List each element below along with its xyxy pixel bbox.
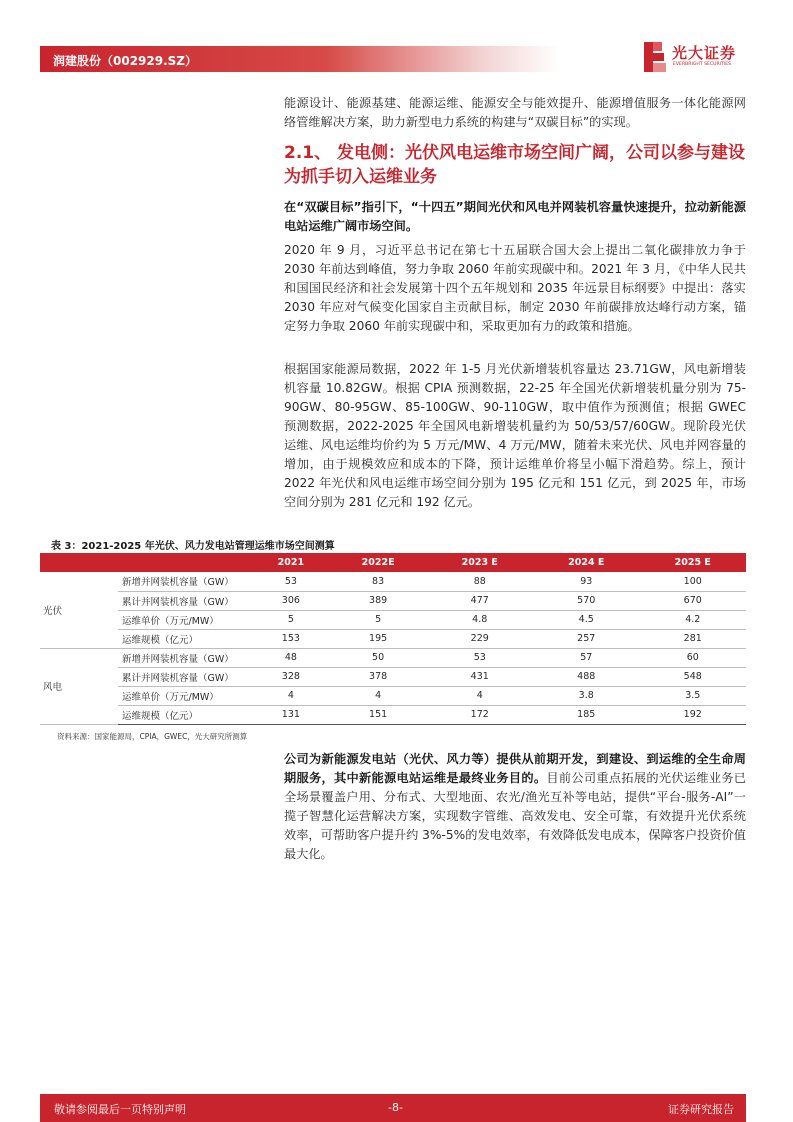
table-cell: 50: [330, 648, 427, 667]
table-cell: 53: [252, 572, 330, 591]
table-row: [40, 610, 746, 629]
table-cell: 4: [426, 686, 533, 705]
table-header-cell: 2023 E: [426, 553, 533, 572]
service-paragraph: [284, 750, 746, 864]
brand-logo: [644, 40, 754, 72]
table-header-cell: 2024 E: [533, 553, 640, 572]
table-cell: 229: [426, 629, 533, 648]
table-row: [40, 667, 746, 686]
table-cell: 83: [330, 572, 427, 591]
lead-bold-text: 在“双碳目标”指引下，“十四五”期间光伏和风电并网装机容量快速提升，拉动新能源电站运维广阔市场空间。: [284, 200, 746, 233]
table-cell: 100: [639, 572, 746, 591]
policy-paragraph: 2020 年 9 月，习近平总书记在第七十五届联合国大会上提出二氧化碳排放力争于 2030 年前达到峰值，努力争取 2060 年前实现碳中和。2021 年 3 月，《中华人民共和国国民经济和社会发展第十四个五年规划和 2035 年远景目标纲要》中提出：落实 2030 年应对气候变化国家自主贡献目标，制定 2030 年前碳排放达峰行动方案，锚定努力争取 2060 年前实现碳中和，采取更加有力的政策和措施。: [284, 243, 746, 333]
table-header-cell: 2022E: [330, 553, 427, 572]
table-header-cell: [118, 553, 252, 572]
group-label-pv: 光伏: [40, 572, 118, 648]
table-header-row: [40, 553, 746, 572]
section-title: 2.1、 发电侧：光伏风电运维市场空间广阔，公司以参与建设为抓手切入运维业务: [284, 143, 746, 187]
table-caption: 表 3：2021-2025 年光伏、风力发电站管理运维市场空间测算: [51, 541, 335, 552]
table-cell: 257: [533, 629, 640, 648]
table-cell: 3.5: [639, 686, 746, 705]
footer-disclaimer-link[interactable]: 敬请参阅最后一页特别声明: [54, 1103, 186, 1116]
metric-label: 新增并网装机容量（GW）: [118, 648, 252, 667]
table-cell: 195: [330, 629, 427, 648]
table-cell: 131: [252, 705, 330, 724]
table-cell: 192: [639, 705, 746, 724]
table-cell: 306: [252, 591, 330, 610]
table-cell: 53: [426, 648, 533, 667]
table-cell: 4.8: [426, 610, 533, 629]
service-body-text: 目前公司重点拓展的光伏运维业务已全场景覆盖户用、分布式、大型地面、农光/渔光互补等电站，提供“平台-服务-AI”一揽子智慧化运营解决方案，实现数字管维、高效发电、安全可靠，有效提升光伏系统效率，可帮助客户提升约 3%-5%的发电效率，有效降低发电成本，保障客户投资价值最大化。: [284, 771, 746, 861]
table-cell: 281: [639, 629, 746, 648]
table-cell: 5: [330, 610, 427, 629]
metric-label: 运维单价（万元/MW）: [118, 686, 252, 705]
table-row: [40, 572, 746, 591]
table-header-cell: 2025 E: [639, 553, 746, 572]
table-source: 资料来源：国家能源局，CPIA，GWEC，光大研究所测算: [57, 732, 248, 741]
table-cell: 328: [252, 667, 330, 686]
table-header-cell: [40, 553, 118, 572]
service-bold-text: 公司为新能源发电站（光伏、风力等）提供从前期开发，到建设、到运维的全生命周期服务，其中新能源电站运维是最终业务目的。: [284, 752, 746, 785]
table-cell: 4.2: [639, 610, 746, 629]
table-cell: 60: [639, 648, 746, 667]
market-paragraph: 根据国家能源局数据，2022 年 1-5 月光伏新增装机容量达 23.71GW，风电新增装机容量 10.82GW。根据 CPIA 预测数据，22-25 年全国光伏新增装机量分别为 75-90GW、80-95GW、85-100GW、90-110GW，取中值作为预测值；根据 GWEC 预测数据，2022-2025 年全国风电新增装机量约为 50/53/57/60GW。现阶段光伏运维、风电运维均价约为 5 万元/MW、4 万元/MW，随着未来光伏、风电并网容量的增加，由于规模效应和成本的下降，预计运维单价将呈小幅下滑趋势。综上，预计 2022 年光伏和风电运维市场空间分别为 195 亿元和 151 亿元，到 2025 年，市场空间分别为 281 亿元和 192 亿元。: [284, 362, 746, 509]
table-cell: 548: [639, 667, 746, 686]
table-cell: 88: [426, 572, 533, 591]
table-row: [40, 591, 746, 610]
table-cell: 151: [330, 705, 427, 724]
table-cell: 378: [330, 667, 427, 686]
intro-paragraph: 能源设计、能源基建、能源运维、能源安全与能效提升、能源增值服务一体化能源网络管维解决方案，助力新型电力系统的构建与“双碳目标”的实现。: [284, 96, 746, 129]
table-cell: 570: [533, 591, 640, 610]
table-cell: 57: [533, 648, 640, 667]
table-cell: 3.8: [533, 686, 640, 705]
table-row: [40, 686, 746, 705]
table-cell: 93: [533, 572, 640, 591]
table-cell: 4.5: [533, 610, 640, 629]
table-cell: 4: [330, 686, 427, 705]
everbright-logo-icon: [644, 42, 666, 72]
brand-name-cn: 光大证券: [672, 44, 737, 62]
table-cell: 477: [426, 591, 533, 610]
footer-report-type: 证券研究报告: [668, 1103, 734, 1116]
table-cell: 5: [252, 610, 330, 629]
table-cell: 431: [426, 667, 533, 686]
table-cell: 185: [533, 705, 640, 724]
brand-name-en: EVERBRIGHT SECURITIES: [673, 62, 732, 67]
table-cell: 153: [252, 629, 330, 648]
metric-label: 运维规模（亿元）: [118, 705, 252, 724]
metric-label: 新增并网装机容量（GW）: [118, 572, 252, 591]
table-row: [40, 629, 746, 648]
table-cell: 488: [533, 667, 640, 686]
group-label-wind: 风电: [40, 648, 118, 724]
market-size-table: [40, 553, 746, 725]
table-header-cell: 2021: [252, 553, 330, 572]
table-row: [40, 648, 746, 667]
table-row: [40, 705, 746, 724]
metric-label: 累计并网装机容量（GW）: [118, 591, 252, 610]
metric-label: 累计并网装机容量（GW）: [118, 667, 252, 686]
lead-paragraph: [284, 198, 746, 236]
page-number: -8-: [388, 1101, 403, 1114]
table-cell: 389: [330, 591, 427, 610]
table-cell: 48: [252, 648, 330, 667]
table-cell: 670: [639, 591, 746, 610]
metric-label: 运维规模（亿元）: [118, 629, 252, 648]
table-cell: 4: [252, 686, 330, 705]
metric-label: 运维单价（万元/MW）: [118, 610, 252, 629]
table-cell: 172: [426, 705, 533, 724]
stock-title: 润建股份（002929.SZ）: [53, 54, 198, 68]
